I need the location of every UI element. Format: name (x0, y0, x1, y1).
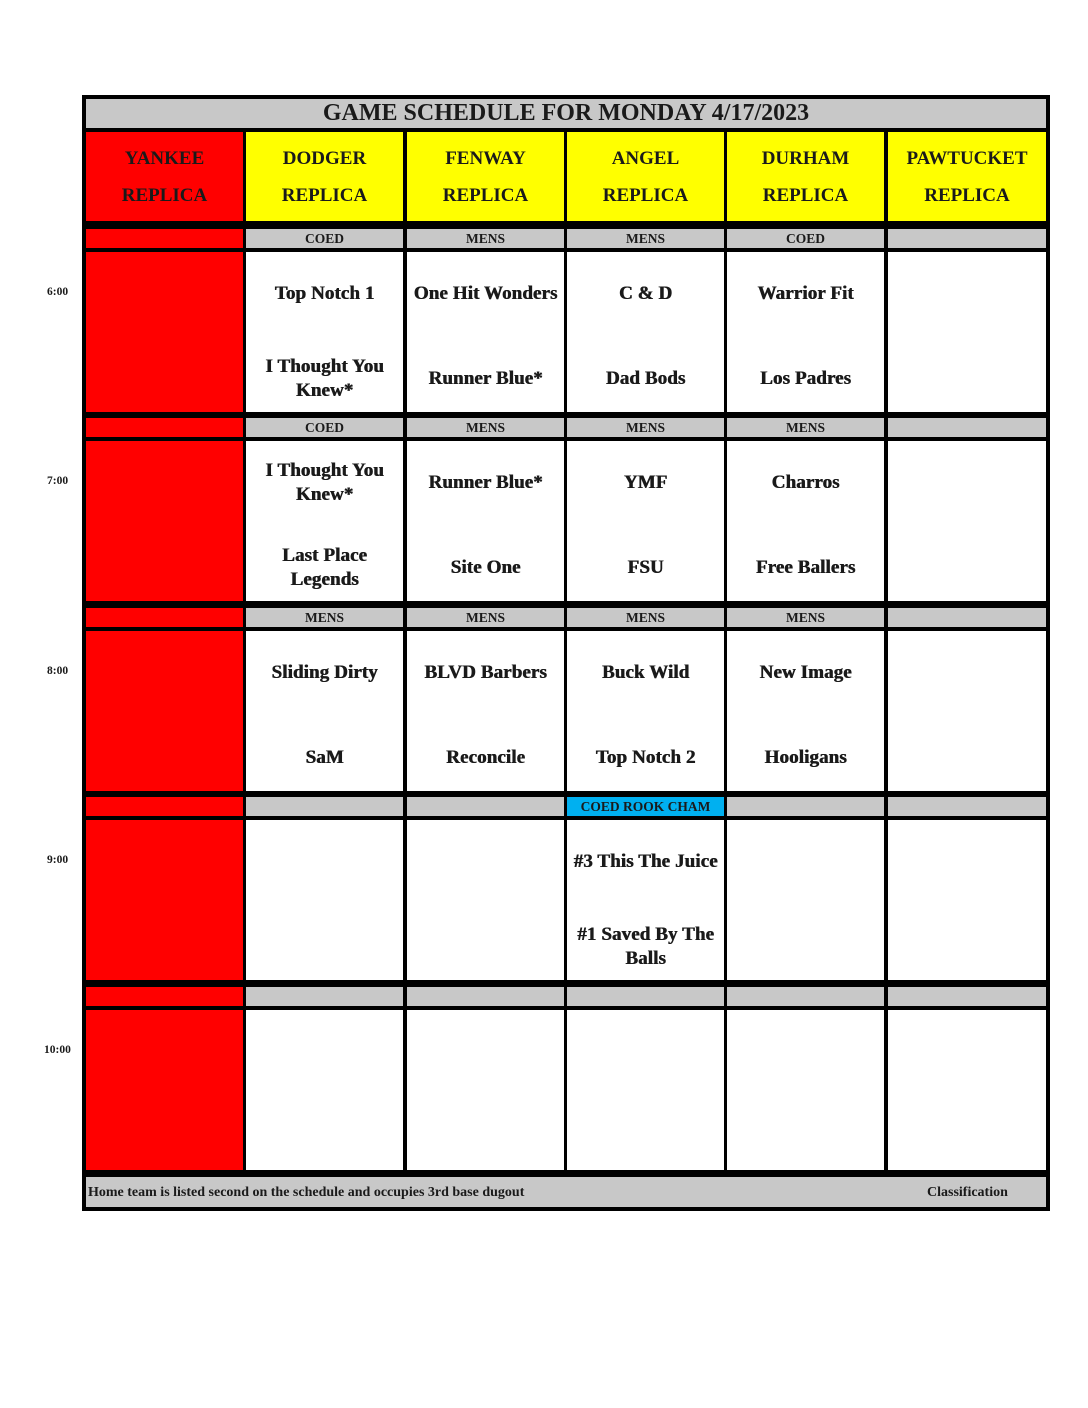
classification-cell (727, 987, 884, 1006)
game-cell (86, 1010, 243, 1170)
away-team: C & D (618, 283, 673, 304)
classification-cell (407, 987, 564, 1006)
footer-classification: Classification (927, 1185, 1008, 1200)
home-team: SaM (305, 747, 344, 768)
game-cell (727, 1010, 884, 1170)
home-team: Runner Blue* (428, 368, 543, 389)
home-team: Site One (450, 557, 521, 578)
home-team: #1 Saved By The Balls (577, 924, 714, 969)
game-cell (407, 631, 564, 791)
away-team: Buck Wild (601, 662, 690, 683)
game-cell (86, 441, 243, 601)
schedule-title: GAME SCHEDULE FOR MONDAY 4/17/2023 (86, 99, 1046, 128)
classification-cell (888, 797, 1046, 816)
game-cell (888, 441, 1046, 601)
game-cell (888, 1010, 1046, 1170)
game-cell (86, 252, 243, 412)
away-team: Warrior Fit (757, 283, 854, 304)
field-name: PAWTUCKET (906, 147, 1028, 169)
schedule-table (82, 95, 1050, 1211)
away-team: BLVD Barbers (424, 662, 547, 683)
classification-cell (86, 418, 243, 437)
game-cell (246, 1010, 403, 1170)
classification-cell (567, 987, 724, 1006)
time-label: 8:00 (47, 665, 69, 677)
home-team: FSU (627, 557, 664, 578)
classification-cell (888, 229, 1046, 248)
game-cell (246, 441, 403, 601)
field-name: YANKEE (124, 147, 205, 169)
game-cell (407, 441, 564, 601)
home-team: Free Ballers (755, 557, 856, 578)
field-header-angel (567, 132, 724, 221)
game-cell (567, 252, 724, 412)
field-header-fenway (407, 132, 564, 221)
classification-cell: COED (246, 418, 403, 437)
game-cell (888, 631, 1046, 791)
classification-cell: MENS (567, 418, 724, 437)
classification-cell: COED ROOK CHAM (567, 797, 724, 816)
away-team: YMF (623, 472, 668, 493)
classification-cell (888, 418, 1046, 437)
home-team: Last Place Legends (282, 545, 367, 590)
game-cell (727, 252, 884, 412)
time-label: 6:00 (47, 286, 69, 298)
home-team: I Thought You Knew* (265, 356, 384, 401)
classification-cell: MENS (246, 608, 403, 627)
game-cell (567, 820, 724, 980)
classification-cell (727, 797, 884, 816)
classification-cell: MENS (407, 229, 564, 248)
away-team: One Hit Wonders (413, 283, 558, 304)
classification-cell: MENS (407, 418, 564, 437)
classification-cell (246, 987, 403, 1006)
away-team: Sliding Dirty (271, 662, 378, 683)
classification-cell (246, 797, 403, 816)
classification-cell (86, 987, 243, 1006)
classification-cell (86, 608, 243, 627)
away-team: Charros (771, 472, 840, 493)
time-label: 10:00 (44, 1044, 71, 1056)
game-cell (407, 252, 564, 412)
away-team: Runner Blue* (428, 472, 543, 493)
field-type: REPLICA (281, 184, 368, 206)
away-team: Top Notch 1 (274, 283, 375, 304)
game-cell (888, 252, 1046, 412)
field-header-dodger (246, 132, 403, 221)
field-header-yankee (86, 132, 243, 221)
classification-cell: MENS (567, 229, 724, 248)
field-name: DURHAM (761, 147, 850, 169)
game-cell (888, 820, 1046, 980)
time-label: 7:00 (47, 475, 69, 487)
footer-note: Home team is listed second on the schedule and occupies 3rd base dugout (88, 1185, 525, 1200)
home-team: Top Notch 2 (595, 747, 696, 768)
game-cell (407, 820, 564, 980)
classification-cell: COED (246, 229, 403, 248)
game-cell (567, 1010, 724, 1170)
away-team: I Thought You Knew* (265, 460, 384, 505)
home-team: Los Padres (760, 368, 851, 389)
field-header-durham (727, 132, 884, 221)
game-cell (246, 820, 403, 980)
field-type: REPLICA (602, 184, 689, 206)
classification-cell: MENS (727, 608, 884, 627)
away-team: New Image (759, 662, 852, 683)
home-team: Reconcile (446, 747, 525, 768)
classification-cell: MENS (567, 608, 724, 627)
game-cell (407, 1010, 564, 1170)
classification-cell (86, 797, 243, 816)
home-team: Dad Bods (605, 368, 686, 389)
classification-cell (86, 229, 243, 248)
time-label: 9:00 (47, 854, 69, 866)
home-team: Hooligans (764, 747, 847, 768)
field-type: REPLICA (762, 184, 849, 206)
footer-bar (86, 1177, 1046, 1207)
game-cell (246, 631, 403, 791)
game-cell (86, 631, 243, 791)
field-type: REPLICA (121, 184, 208, 206)
field-type: REPLICA (442, 184, 529, 206)
classification-cell: MENS (727, 418, 884, 437)
game-cell (86, 820, 243, 980)
game-cell (567, 631, 724, 791)
field-name: ANGEL (611, 147, 680, 169)
classification-cell (888, 987, 1046, 1006)
classification-cell: COED (727, 229, 884, 248)
game-cell (246, 252, 403, 412)
game-cell (727, 441, 884, 601)
game-cell (727, 820, 884, 980)
classification-cell (407, 797, 564, 816)
classification-cell: MENS (407, 608, 564, 627)
game-cell (727, 631, 884, 791)
game-cell (567, 441, 724, 601)
field-type: REPLICA (924, 184, 1010, 206)
field-header-pawtucket (888, 132, 1046, 221)
classification-cell (888, 608, 1046, 627)
field-name: DODGER (282, 147, 367, 169)
away-team: #3 This The Juice (573, 851, 718, 872)
field-name: FENWAY (445, 147, 526, 169)
